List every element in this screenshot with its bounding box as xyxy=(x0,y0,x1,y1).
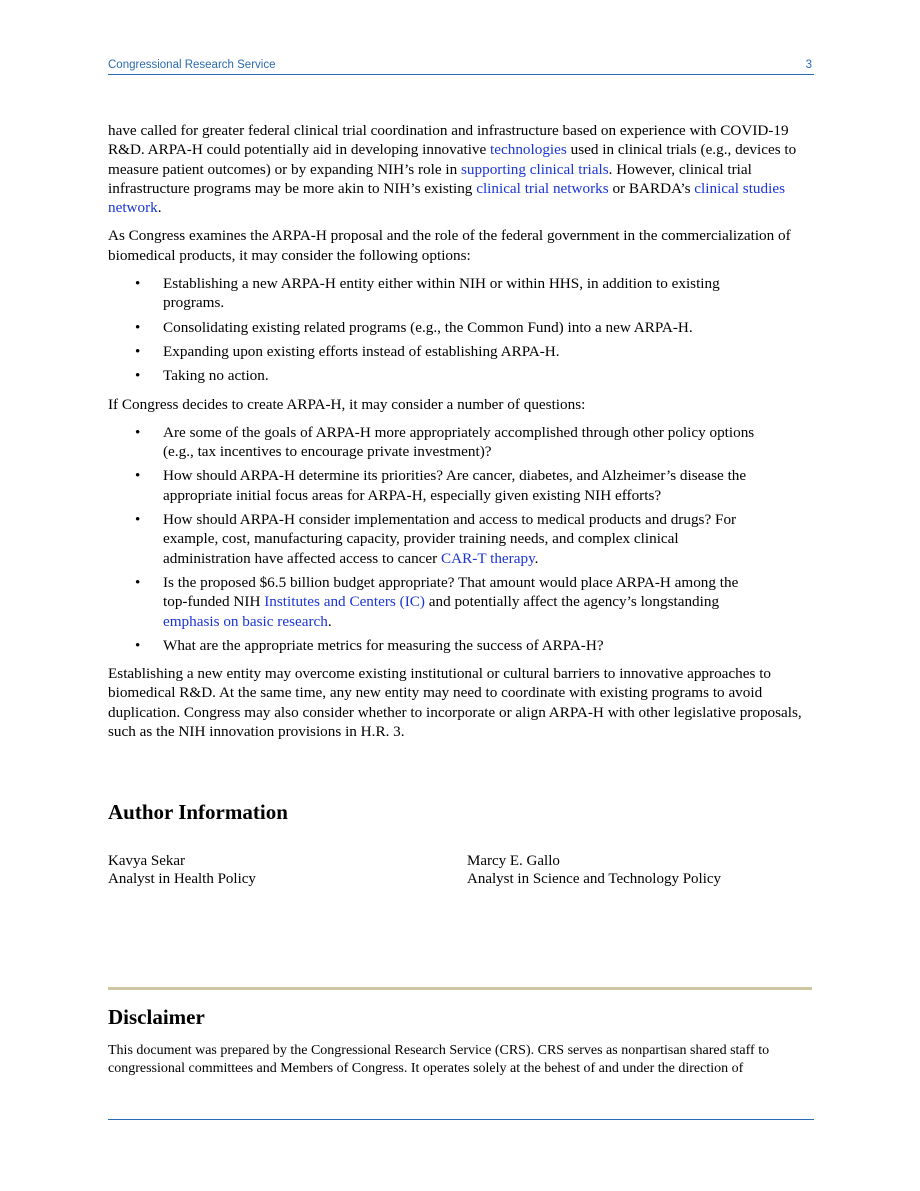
header-title: Congressional Research Service xyxy=(108,59,276,71)
author-title: Analyst in Science and Technology Policy xyxy=(467,871,722,887)
list-item: • How should ARPA-H determine its priorities? Are cancer, diabetes, and Alzheimer’s disease the appropriate initial focus areas for ARPA-H, especially given existing NIH efforts? xyxy=(108,466,814,505)
text-run: or BARDA’s xyxy=(608,179,695,197)
link-technologies[interactable]: technologies xyxy=(490,141,567,159)
list-item: • Are some of the goals of ARPA-H more appropriately accomplished through other policy options (e.g., tax incentives to encourage private investment)? xyxy=(108,423,814,462)
link-supporting-clinical-trials[interactable]: supporting clinical trials xyxy=(461,160,609,178)
list-item: • Consolidating existing related programs (e.g., the Common Fund) into a new ARPA-H. xyxy=(108,318,814,337)
disclaimer-heading: Disclaimer xyxy=(108,1005,205,1029)
author-heading: Author Information xyxy=(108,800,288,824)
link-clinical-trial-networks[interactable]: clinical trial networks xyxy=(476,179,609,197)
disclaimer-text: This document was prepared by the Congressional Research Service (CRS). CRS serves as nonpartisan shared staff to congressional committees and Members of Congress. It operates solely at the behest of and under the direction of xyxy=(108,1043,770,1076)
link-institutes-and-centers[interactable]: Institutes and Centers (IC) xyxy=(264,593,425,611)
text-run: have called for greater federal clinical trial coordination and infrastructure based on experience with COVID-19 R&D. ARPA-H could potentially aid in developing innovative xyxy=(108,122,789,159)
page-header xyxy=(108,58,814,75)
list-item: • Expanding upon existing efforts instead of establishing ARPA-H. xyxy=(108,342,814,361)
link-clinical-studies-network[interactable]: clinical studies network xyxy=(108,179,785,217)
paragraph-questions-intro: If Congress decides to create ARPA-H, it may consider a number of questions: xyxy=(108,395,586,413)
author-name: Kavya Sekar xyxy=(108,853,186,869)
document-body xyxy=(108,121,814,750)
text-run: Is the proposed $6.5 billion budget appropriate? That amount would place ARPA-H among the top-funded NIH xyxy=(163,573,739,611)
text-run: . xyxy=(157,199,162,217)
author-block xyxy=(108,852,256,888)
text-run: How should ARPA-H consider implementation and access to medical products and drugs? For example, cost, manufacturing capacity, provider training needs, and complex clinical administration have affected access to cancer xyxy=(163,511,737,567)
link-car-t-therapy[interactable]: CAR-T therapy xyxy=(441,549,535,567)
footer-rule xyxy=(108,1119,814,1120)
list-item xyxy=(108,510,814,568)
link-emphasis-on-basic-research[interactable]: emphasis on basic research xyxy=(163,612,328,630)
paragraph-conclusion: Establishing a new entity may overcome existing institutional or cultural barriers to innovative approaches to biomedical R&D. At the same time, any new entity may need to coordinate with existing programs to avoid duplication. Congress may also consider whether to incorporate or align ARPA-H with other legislative proposals, such as the NIH innovation provisions in H.R. 3. xyxy=(108,665,802,741)
page-number: 3 xyxy=(805,59,812,71)
paragraph-clinical-trials xyxy=(108,121,814,217)
options-list xyxy=(108,274,814,385)
author-name: Marcy E. Gallo xyxy=(467,853,560,869)
list-item: • Taking no action. xyxy=(108,366,814,385)
text-run: . xyxy=(327,612,332,630)
questions-list xyxy=(108,423,814,655)
list-item: • Establishing a new ARPA-H entity either within NIH or within HHS, in addition to existing programs. xyxy=(108,274,814,313)
text-run: . xyxy=(534,549,539,567)
list-item xyxy=(108,573,814,631)
text-run: . However, clinical trial infrastructure programs may be more akin to NIH’s existing xyxy=(108,160,752,197)
list-item: • What are the appropriate metrics for measuring the success of ARPA-H? xyxy=(108,636,814,655)
section-divider xyxy=(108,987,812,990)
text-run: used in clinical trials (e.g., devices to measure patient outcomes) or by expanding NIH’s role in xyxy=(108,141,797,178)
paragraph-options-intro: As Congress examines the ARPA-H proposal and the role of the federal government in the commercialization of biomedical products, it may consider the following options: xyxy=(108,227,791,264)
author-block xyxy=(467,852,721,888)
author-title: Analyst in Health Policy xyxy=(108,871,256,887)
text-run: and potentially affect the agency’s longstanding xyxy=(424,593,720,611)
